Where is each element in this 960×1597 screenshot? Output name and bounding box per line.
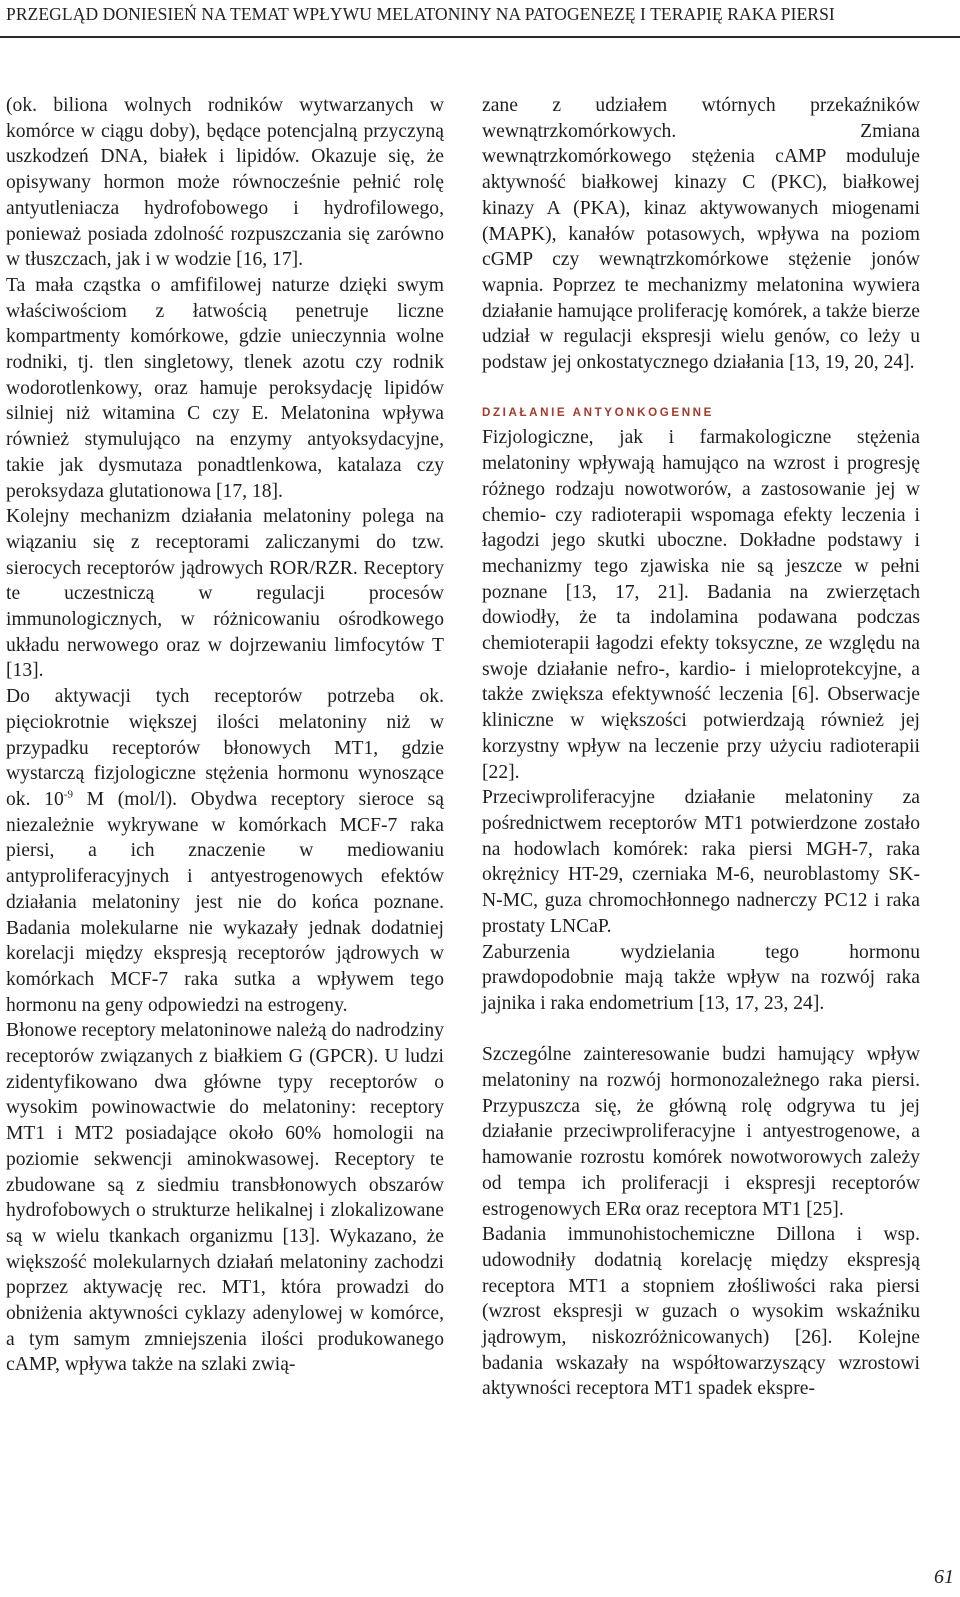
paragraph-breast-cancer-interest: Szczególne zainteresowanie budzi hamujący wpływ melatoniny na rozwój hormonozależnego raka piersi. Przypuszcza się, że główną rolę odgrywa tu jej działanie przeciwproliferacyjne i antyestrogenowe, a hamowanie rozrostu komórek nowotworowych zależy od tempa ich proliferacji i ekspresji receptorów estrogenowych ERα oraz receptora MT1 [25]. bbox=[482, 1044, 920, 1220]
paragraph-secretion-disorders: Zaburzenia wydzielania tego hormonu prawdopodobnie mają także wpływ na rozwój raka jajnika i raka endometrium [13, 17, 23, 24]. bbox=[482, 941, 920, 1014]
paragraph-second-messengers: zane z udziałem wtórnych przekaźników wewnątrzkomórkowych. Zmiana wewnątrzkomórkowego stężenia cAMP moduluje aktywność białkowej kinazy C (PKC), białkowej kinazy A (PKA), kinaz aktywowanych miogenami (MAPK), kanałów potasowych, wpływa na poziom cGMP czy wewnątrzkomórkowe stężenie jonów wapnia. Poprzez te mechanizmy melatonina wywiera działanie hamujące proliferację komórek, a także bierze udział w regulacji ekspresji wielu genów, co leży u podstaw jej onkostatycznego działania [13, 19, 20, 24]. bbox=[482, 95, 920, 374]
paragraph-amphiphilic: Ta mała cząstka o amfifilowej naturze dzięki swym właściwościom z łatwością penetruje liczne kompartmenty komórkowe, gdzie unieczynnia wolne rodniki, tj. tlen singletowy, tlenek azotu czy rodnik wodorotlenkowy, oraz hamuje peroksydację lipidów silniej niż witamina C czy E. Melatonina wpływa również stymulująco na enzymy antyoksydacyjne, takie jak dysmutaza ponadtlenkowa, katalaza czy peroksydaza glutationowa [17, 18]. bbox=[6, 274, 444, 502]
paragraph-membrane-receptors: Błonowe receptory melatoninowe należą do nadrodziny receptorów związanych z białkiem G (GPCR). U ludzi zidentyfikowano dwa główne typy receptorów o wysokim powinowactwie do melatoniny: receptory MT1 i MT2 posiadające około 60% homologii na poziomie sekwencji aminokwasowej. Receptory te zbudowane są z siedmiu transbłonowych obszarów hydrofobowych o strukturze helikalnej i zlokalizowane są w wielu tkankach organizmu [13]. Wykazano, że większość molekularnych działań melatoniny zachodzi poprzez aktywację rec. MT1, która prowadzi do obniżenia aktywności cyklazy adenylowej w komórce, a tym samym zmniejszenia ilości produkowanego cAMP, wpływa także na szlaki zwią- bbox=[6, 1020, 444, 1376]
section-heading: DZIAŁANIE ANTYONKOGENNE bbox=[482, 405, 714, 419]
right-column bbox=[482, 93, 920, 1402]
header-rule bbox=[0, 36, 960, 38]
paragraph-gap bbox=[482, 1017, 920, 1043]
page-number: 61 bbox=[934, 1566, 954, 1588]
paragraph-physiological: Fizjologiczne, jak i farmakologiczne stężenia melatoniny wpływają hamująco na wzrost i progresję różnego rodzaju nowotworów, a zastosowanie jej w chemio- czy radioterapii wspomaga efekty leczenia i łagodzi jego skutki uboczne. Dokładne podstawy i mechanizmy tego zjawiska nie są jeszcze w pełni poznane [13, 17, 21]. Badania na zwierzętach dowiodły, że ta indolamina podawana podczas chemioterapii łagodzi efekty toksyczne, ze względu na swoje działanie nefro-, kardio- i mieloprotekcyjne, a także zwiększa efektywność leczenia [6]. Obserwacje kliniczne w większości potwierdzają również jej korzystny wpływ na leczenie przy użyciu radioterapii [22]. bbox=[482, 427, 920, 783]
left-column bbox=[6, 93, 444, 1378]
activation-text-start: Do aktywacji tych receptorów potrzeba ok. pięciokrotnie większej ilości melatoniny niż w przypadku receptorów błonowych MT1, gdzie wystarczą fizjologiczne stężenia hormonu wynoszące ok. 10 bbox=[6, 686, 444, 810]
paragraph-antiproliferative: Przeciwproliferacyjne działanie melatoniny za pośrednictwem receptorów MT1 potwierdzone zostało na hodowlach komórek: raka piersi MGH-7, raka okrężnicy HT-29, czerniaka M-6, neuroblastomy SK-N-MC, guza chromochłonnego nadnerczy PC12 i raka prostaty LNCaP. bbox=[482, 787, 920, 937]
paragraph-immunohistochemistry: Badania immunohistochemiczne Dillona i wsp. udowodniły dodatnią korelację między ekspresją receptora MT1 a stopniem złośliwości raka piersi (wzrost ekspresji w guzach o wysokim wskaźniku jądrowym, niskozróżnicowanych) [26]. Kolejne badania wskazały na współtowarzyszący wzrostowi aktywności receptora MT1 spadek ekspre- bbox=[482, 1224, 920, 1400]
exponent: -9 bbox=[63, 788, 73, 801]
paragraph-activation bbox=[6, 684, 444, 1018]
paragraph-antioxidant: (ok. biliona wolnych rodników wytwarzanych w komórce w ciągu doby), będące potencjalną przyczyną uszkodzeń DNA, białek i lipidów. Okazuje się, że opisywany hormon może równocześnie pełnić rolę antyutleniacza hydrofobowego i hydrofilowego, ponieważ posiada zdolność rozpuszczania się zarówno w tłuszczach, jak i w wodzie [16, 17]. bbox=[6, 95, 444, 271]
activation-text-end: M (mol/l). Obydwa receptory sieroce są niezależnie wykrywane w komórkach MCF-7 raka piersi, a ich znaczenie w mediowaniu antyproliferacyjnych i antyestrogenowych efektów działania melatoniny jest nie do końca poznane. Badania molekularne nie wykazały jednak dodatniej korelacji między ekspresją receptorów jądrowych w komórkach MCF-7 raka sutka a wpływem tego hormonu na geny odpowiedzi na estrogeny. bbox=[6, 788, 445, 1016]
paragraph-nuclear-receptors: Kolejny mechanizm działania melatoniny polega na wiązaniu się z receptorami zaliczanymi do tzw. sierocych receptorów jądrowych ROR/RZR. Receptory te uczestniczą w regulacji procesów immunologicznych, w różnicowaniu ośrodkowego układu nerwowego oraz w dojrzewaniu limfocytów T [13]. bbox=[6, 506, 444, 682]
running-header: PRZEGLĄD DONIESIEŃ NA TEMAT WPŁYWU MELATONINY NA PATOGENEZĘ I TERAPIĘ RAKA PIERSI bbox=[6, 4, 835, 24]
